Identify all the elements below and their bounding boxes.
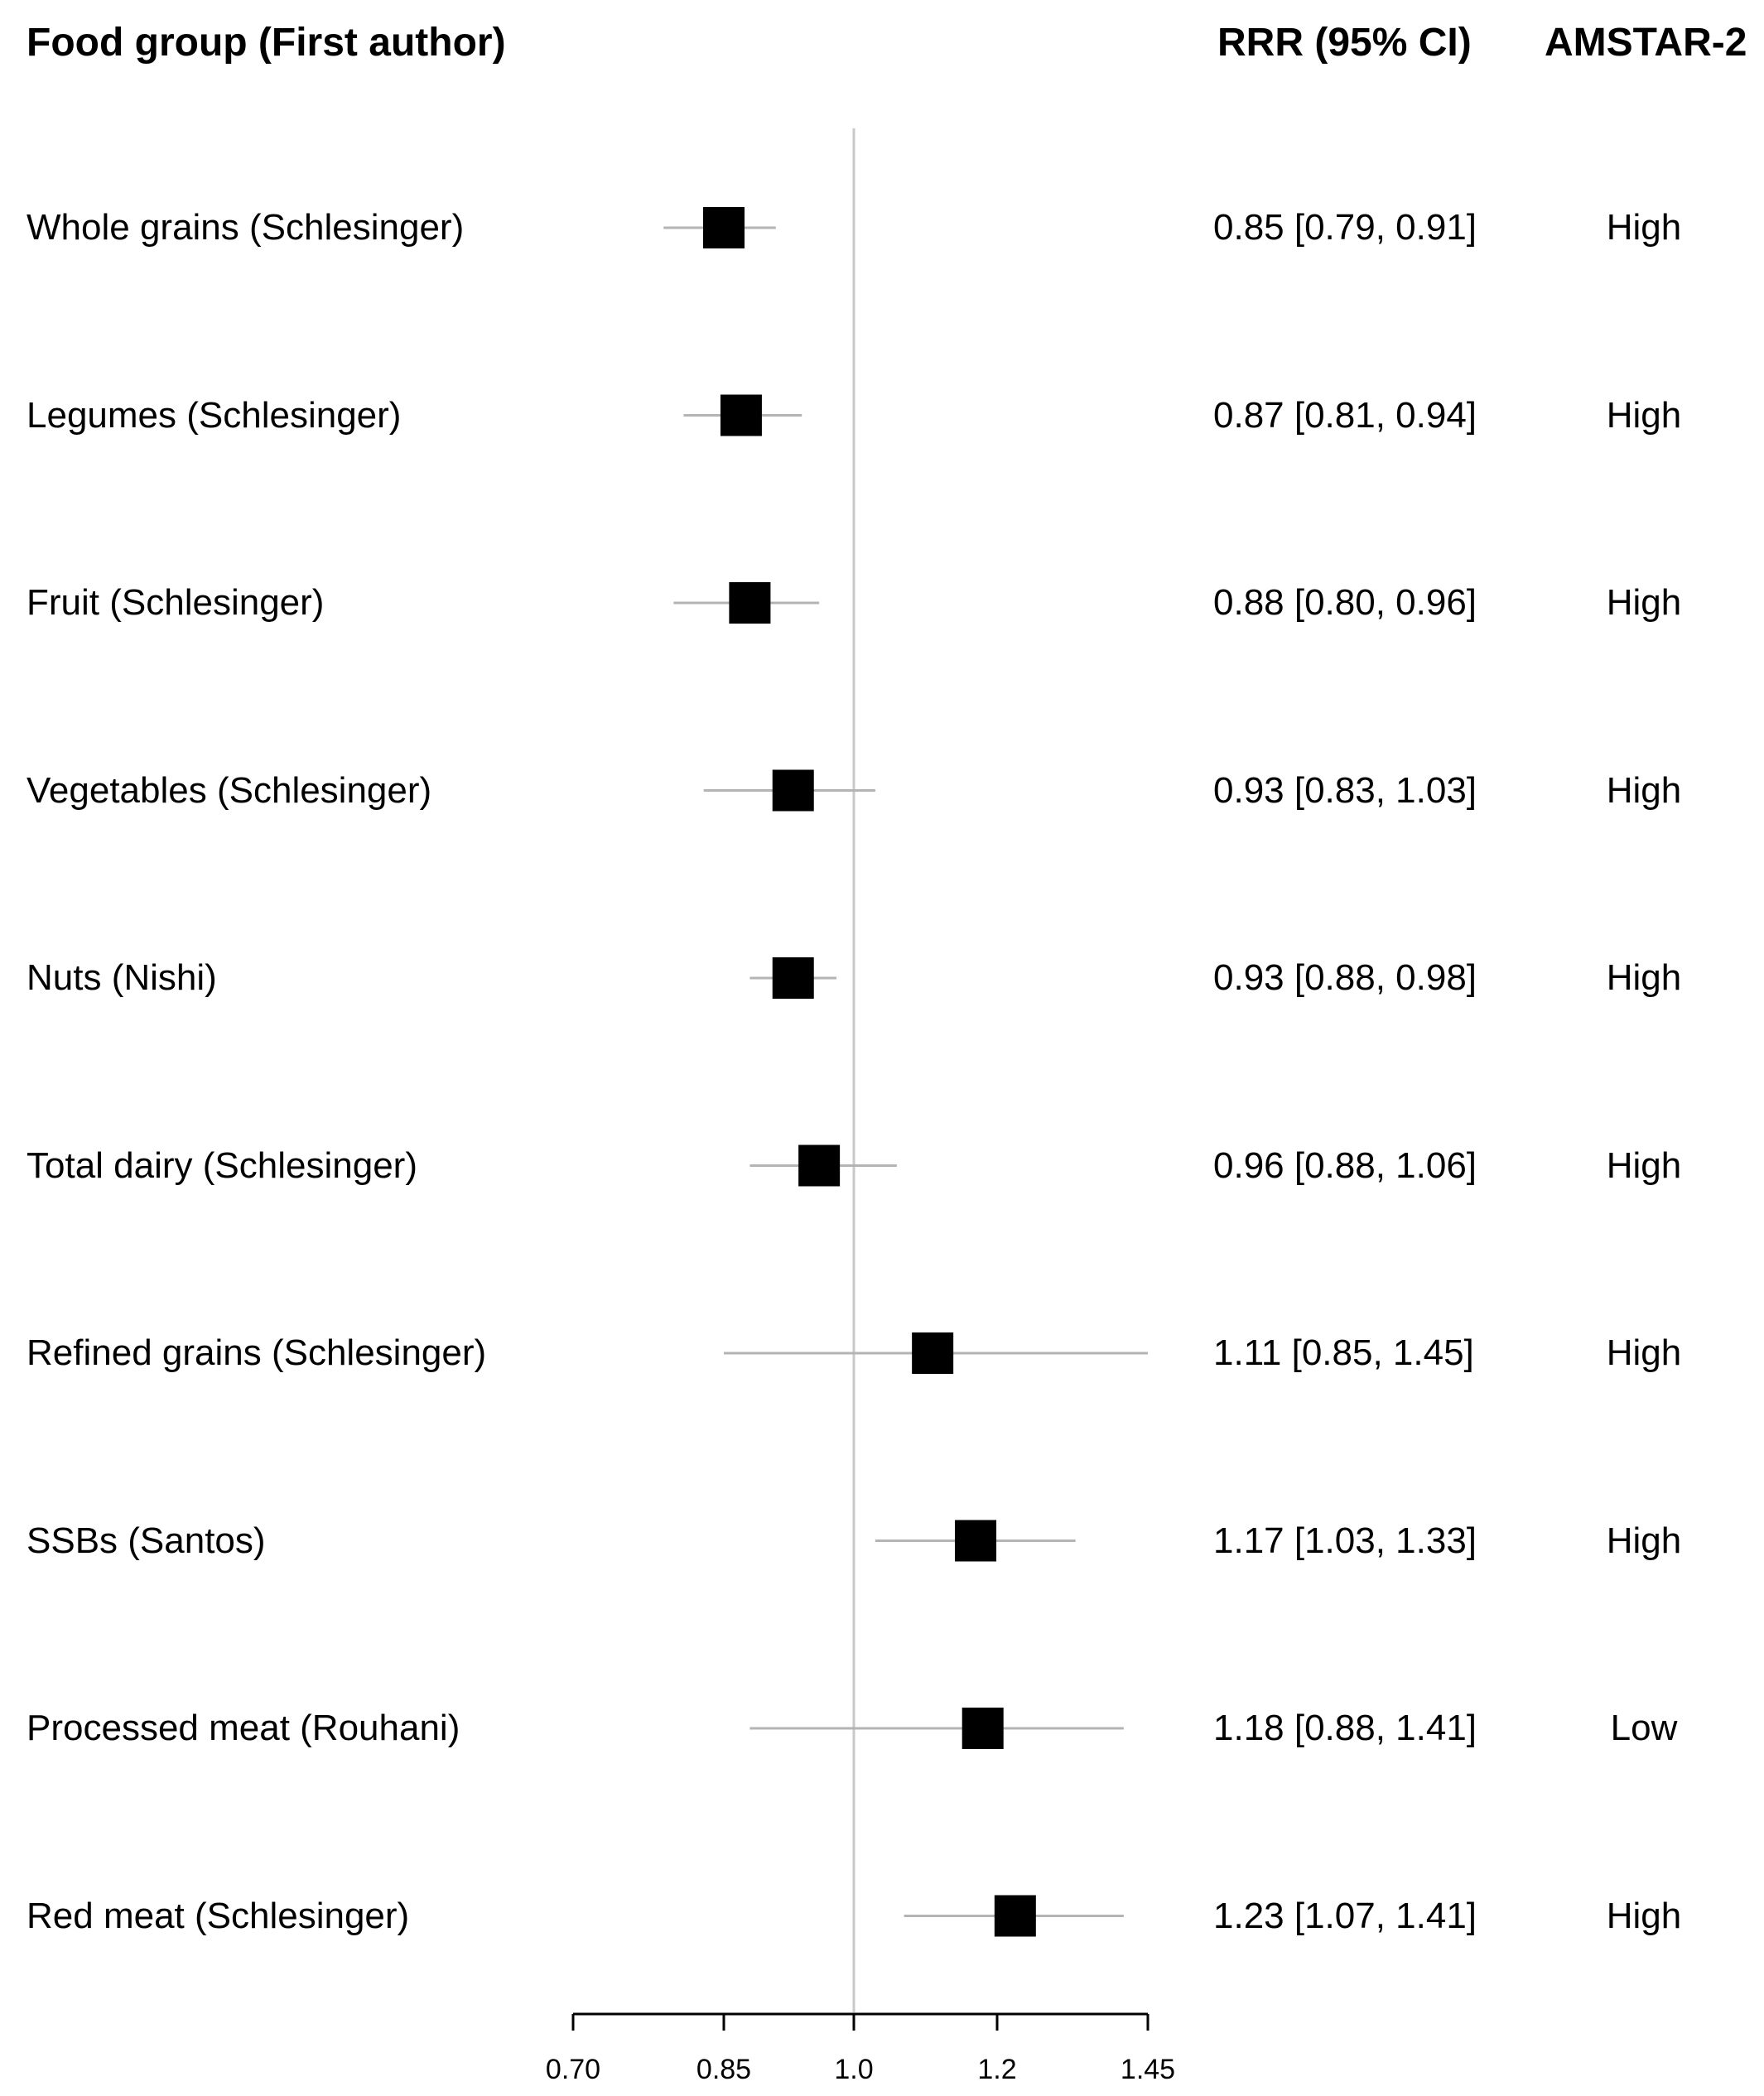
point-estimate bbox=[773, 770, 814, 812]
row-rrr-ci: 0.87 [0.81, 0.94] bbox=[1213, 394, 1477, 436]
row-amstar-rating: High bbox=[1606, 1332, 1682, 1373]
row-rrr-ci: 0.96 [0.88, 1.06] bbox=[1213, 1144, 1477, 1186]
row-rrr-ci: 0.85 [0.79, 0.91] bbox=[1213, 207, 1477, 248]
row-label: Red meat (Schlesinger) bbox=[27, 1895, 410, 1936]
point-estimate bbox=[912, 1332, 953, 1374]
row-amstar-rating: High bbox=[1606, 1520, 1682, 1561]
point-estimate bbox=[995, 1896, 1036, 1937]
row-label: Processed meat (Rouhani) bbox=[27, 1708, 460, 1748]
column-header-amstar: AMSTAR-2 bbox=[1545, 21, 1747, 65]
row-label: SSBs (Santos) bbox=[27, 1520, 266, 1561]
row-amstar-rating: High bbox=[1606, 957, 1682, 998]
point-estimate bbox=[703, 207, 745, 248]
row-amstar-rating: High bbox=[1606, 1895, 1682, 1936]
x-tick-label: 1.45 bbox=[1120, 2054, 1176, 2085]
row-label: Vegetables (Schlesinger) bbox=[27, 769, 432, 811]
row-rrr-ci: 0.93 [0.88, 0.98] bbox=[1213, 957, 1477, 998]
point-estimate bbox=[721, 395, 762, 436]
point-estimate bbox=[729, 582, 770, 624]
point-estimate bbox=[798, 1145, 840, 1187]
row-label: Total dairy (Schlesinger) bbox=[27, 1144, 417, 1186]
x-tick-label: 1.0 bbox=[834, 2054, 874, 2085]
row-amstar-rating: High bbox=[1606, 394, 1682, 436]
row-rrr-ci: 0.88 [0.80, 0.96] bbox=[1213, 582, 1477, 623]
point-estimate bbox=[773, 957, 814, 999]
row-rrr-ci: 1.11 [0.85, 1.45] bbox=[1213, 1332, 1474, 1373]
row-amstar-rating: High bbox=[1606, 582, 1682, 623]
row-label: Fruit (Schlesinger) bbox=[27, 582, 325, 623]
row-rrr-ci: 1.18 [0.88, 1.41] bbox=[1213, 1708, 1477, 1748]
row-rrr-ci: 1.17 [1.03, 1.33] bbox=[1213, 1520, 1477, 1561]
row-label: Refined grains (Schlesinger) bbox=[27, 1332, 487, 1373]
row-amstar-rating: Low bbox=[1610, 1708, 1678, 1748]
point-estimate bbox=[955, 1520, 996, 1562]
row-amstar-rating: High bbox=[1606, 207, 1682, 248]
column-header-rrr: RRR (95% CI) bbox=[1217, 21, 1472, 65]
x-tick-label: 0.85 bbox=[696, 2054, 752, 2085]
point-estimate bbox=[962, 1708, 1004, 1749]
row-amstar-rating: High bbox=[1606, 1144, 1682, 1186]
x-tick-label: 1.2 bbox=[977, 2054, 1017, 2085]
row-label: Legumes (Schlesinger) bbox=[27, 394, 402, 436]
row-amstar-rating: High bbox=[1606, 769, 1682, 811]
row-label: Nuts (Nishi) bbox=[27, 957, 217, 998]
row-rrr-ci: 0.93 [0.83, 1.03] bbox=[1213, 769, 1477, 811]
column-header-food-group: Food group (First author) bbox=[27, 21, 506, 65]
row-label: Whole grains (Schlesinger) bbox=[27, 207, 465, 248]
x-tick-label: 0.70 bbox=[545, 2054, 601, 2085]
row-rrr-ci: 1.23 [1.07, 1.41] bbox=[1213, 1895, 1477, 1936]
